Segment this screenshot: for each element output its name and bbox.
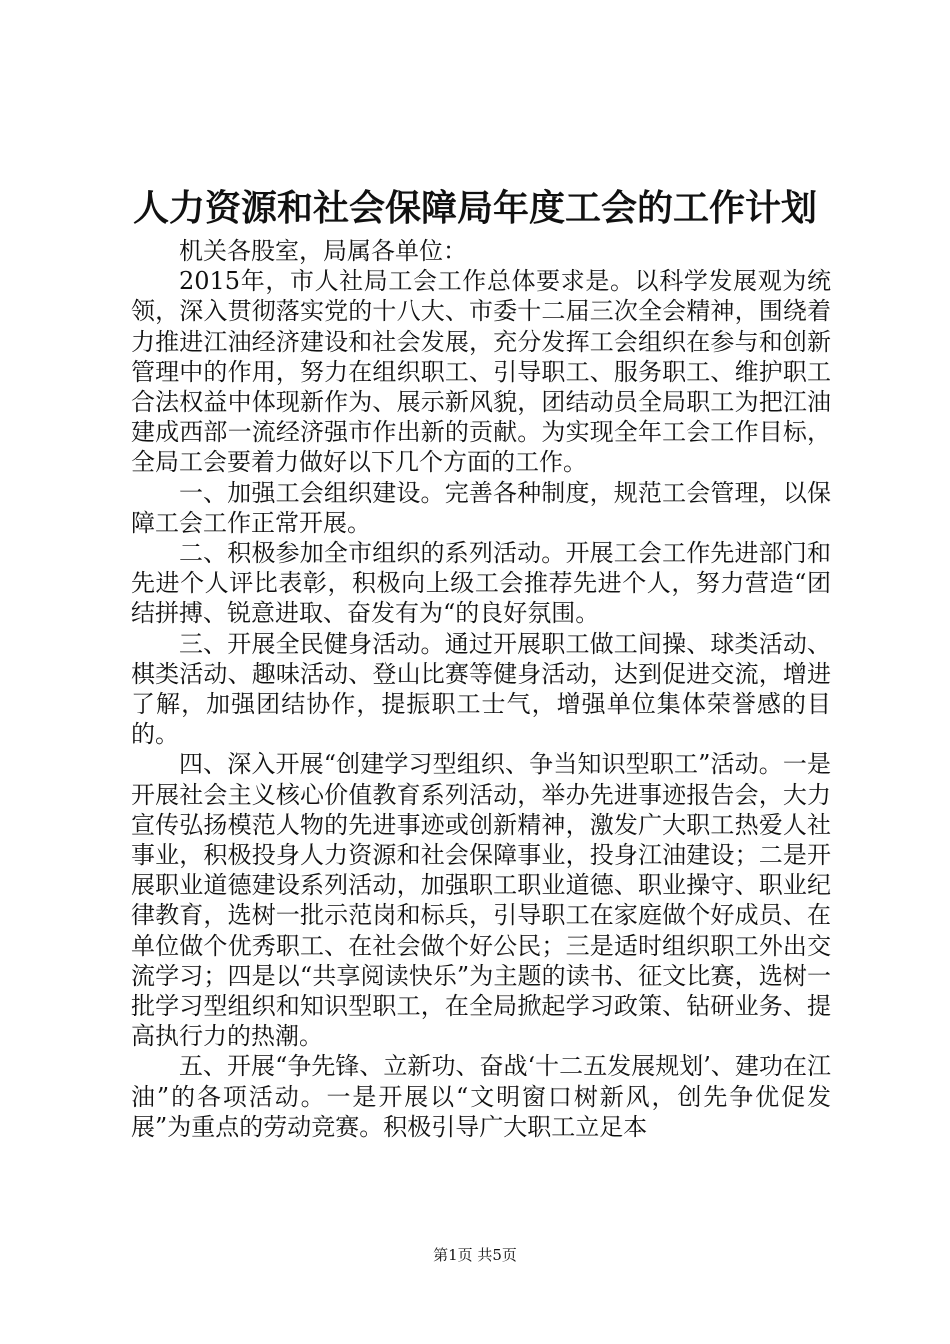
document-body xyxy=(131,236,831,1142)
paragraph-item-2: 二、积极参加全市组织的系列活动。开展工会工作先进部门和先进个人评比表彰，积极向上级工会推荐先进个人，努力营造“团结拼搏、锐意进取、奋发有为“的良好氛围。 xyxy=(131,539,831,628)
salutation: 机关各股室，局属各单位： xyxy=(179,237,467,265)
paragraph-item-3: 三、开展全民健身活动。通过开展职工做工间操、球类活动、棋类活动、趣味活动、登山比赛等健身活动，达到促进交流，增进了解，加强团结协作，提振职工士气，增强单位集体荣誉感的目的。 xyxy=(131,629,831,749)
paragraph-item-4: 四、深入开展“创建学习型组织、争当知识型职工”活动。一是开展社会主义核心价值教育系列活动，举办先进事迹报告会，大力宣传弘扬模范人物的先进事迹或创新精神，激发广大职工热爱人社事业，积极投身人力资源和社会保障事业，投身江油建设；二是开展职业道德建设系列活动，加强职工职业道德、职业操守、职业纪律教育，选树一批示范岗和标兵，引导职工在家庭做个好成员、在单位做个优秀职工、在社会做个好公民；三是适时组织职工外出交流学习；四是以“共享阅读快乐”为主题的读书、征文比赛，选树一批学习型组织和知识型职工，在全局掀起学习政策、钻研业务、提高执行力的热潮。 xyxy=(131,750,831,1051)
paragraph-intro: 2015年，市人社局工会工作总体要求是。以科学发展观为统领，深入贯彻落实党的十八大、市委十二届三次全会精神，围绕着力推进江油经济建设和社会发展，充分发挥工会组织在参与和创新管理中的作用，努力在组织职工、引导职工、服务职工、维护职工合法权益中体现新作为、展示新风貌，团结动员全局职工为把江油建成西部一流经济强市作出新的贡献。为实现全年工会工作目标，全局工会要着力做好以下几个方面的工作。 xyxy=(131,267,831,477)
paragraph-item-1: 一、加强工会组织建设。完善各种制度，规范工会管理，以保障工会工作正常开展。 xyxy=(131,478,831,537)
paragraph-item-5: 五、开展“争先锋、立新功、奋战‘十二五发展规划’、建功在江油”的各项活动。一是开展以“文明窗口树新风，创先争优促发展”为重点的劳动竞赛。积极引导广大职工立足本 xyxy=(131,1052,831,1141)
document-title: 人力资源和社会保障局年度工会的工作计划 xyxy=(132,187,817,229)
page-number: 第1页 共5页 xyxy=(433,1246,517,1264)
